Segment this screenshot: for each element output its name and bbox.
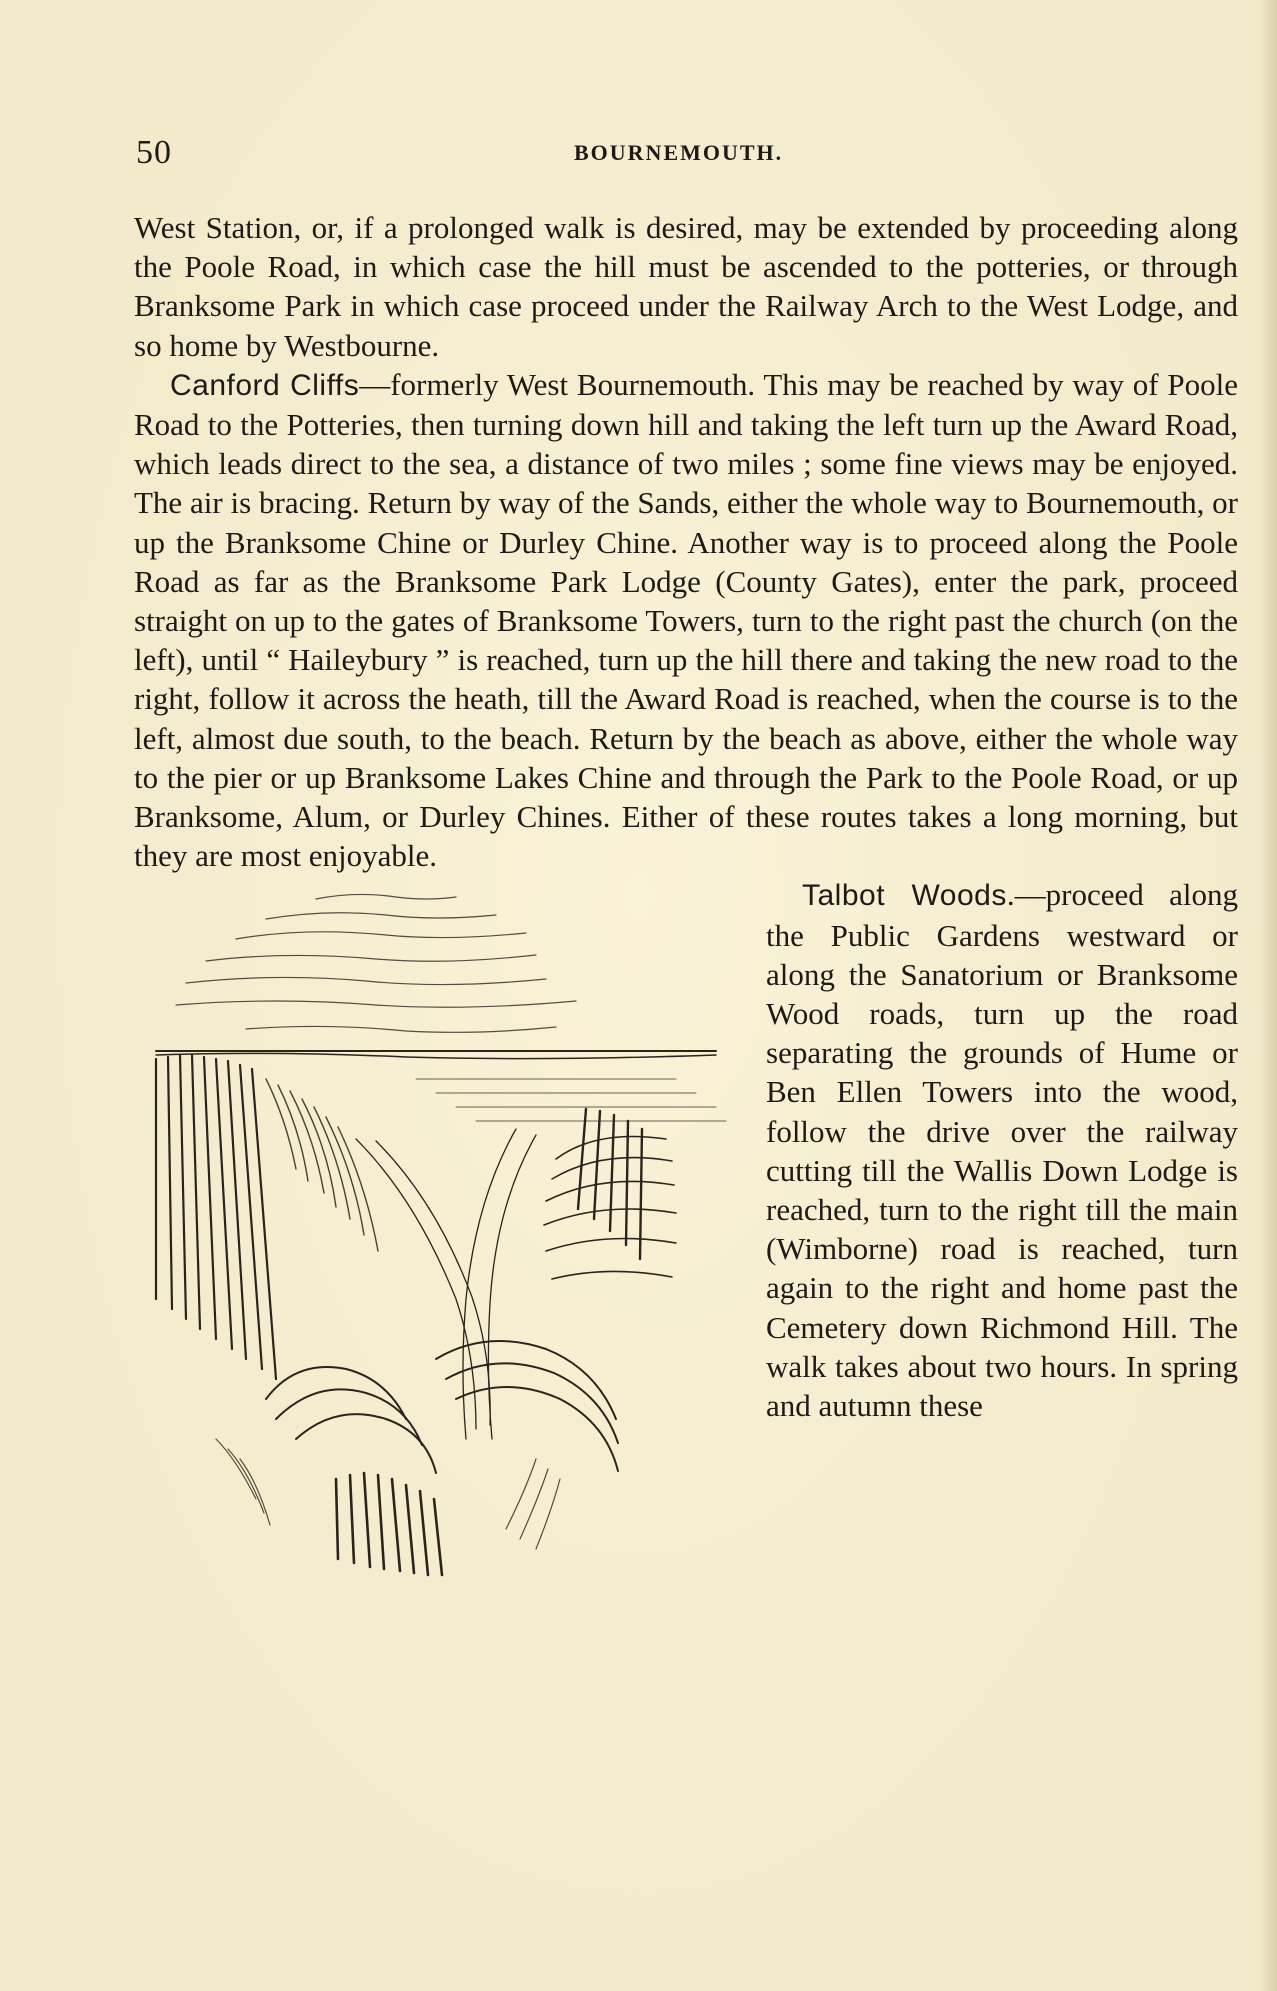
paragraph-text: —formerly West Bournemouth. This may be reached by way of Poole Road to the Potteries, then turning down hill and taking the left turn up the Award Road, which leads direct to the sea, a distance of two miles ; some fine views may be enjoyed. The air is bracing. Return by way of the Sands, either the whole way to Bournemouth, or up the Branksome Chine or Durley Chine. Another way is to proceed along the Poole Road as far as the Branksome Park Lodge (County Gates), enter the park, proceed straight on up to the gates of Branksome Towers, turn to the right past the church (on the left), until “ Haileybury ” is reached, turn up the hill there and taking the new road to the right, follow it across the heath, till the Award Road is reached, when the course is to the left, almost due south, to the beach. Return by the beach as above, either the whole way to the pier or up Branksome Lakes Chine and through the Park to the Poole Road, or up Branksome, Alum, or Durley Chines. Either of these routes takes a long morning, but they are most enjoyable.	[134, 366, 1238, 874]
wooded-chine-engraving-icon	[116, 879, 756, 1579]
section-heading-talbot-woods: Talbot Woods	[802, 879, 1007, 913]
paragraph-canford-cliffs	[134, 365, 1238, 876]
running-head: BOURNEMOUTH.	[574, 140, 784, 165]
paragraph-text: .—proceed along the Public Gardens westward or along the Sanatorium or Branksome Wood roads, turn up the road separating the grounds of Hume or Ben Ellen Towers into the wood, follow the drive over the railway cutting till the Wallis Down Lodge is reached, turn to the right till the main (Wimborne) road is reached, turn again to the right and home past the Cemetery down Richmond Hill. The walk takes about two hours. In spring and autumn these	[766, 877, 1238, 1424]
body-text	[134, 208, 1238, 1579]
page-header	[136, 132, 1240, 172]
paragraph-west-station	[134, 208, 1238, 365]
section-heading-canford-cliffs: Canford Cliffs	[170, 368, 360, 402]
page-edge-shadow	[1259, 0, 1277, 1991]
paragraph-text: West Station, or, if a prolonged walk is desired, may be extended by proceeding along the Poole Road, in which case the hill must be ascended to the potteries, or through Branksome Park in which case proceed under the Railway Arch to the West Lodge, and so home by Westbourne.	[134, 210, 1238, 363]
woodland-illustration	[116, 879, 756, 1579]
page-number: 50	[136, 134, 172, 171]
